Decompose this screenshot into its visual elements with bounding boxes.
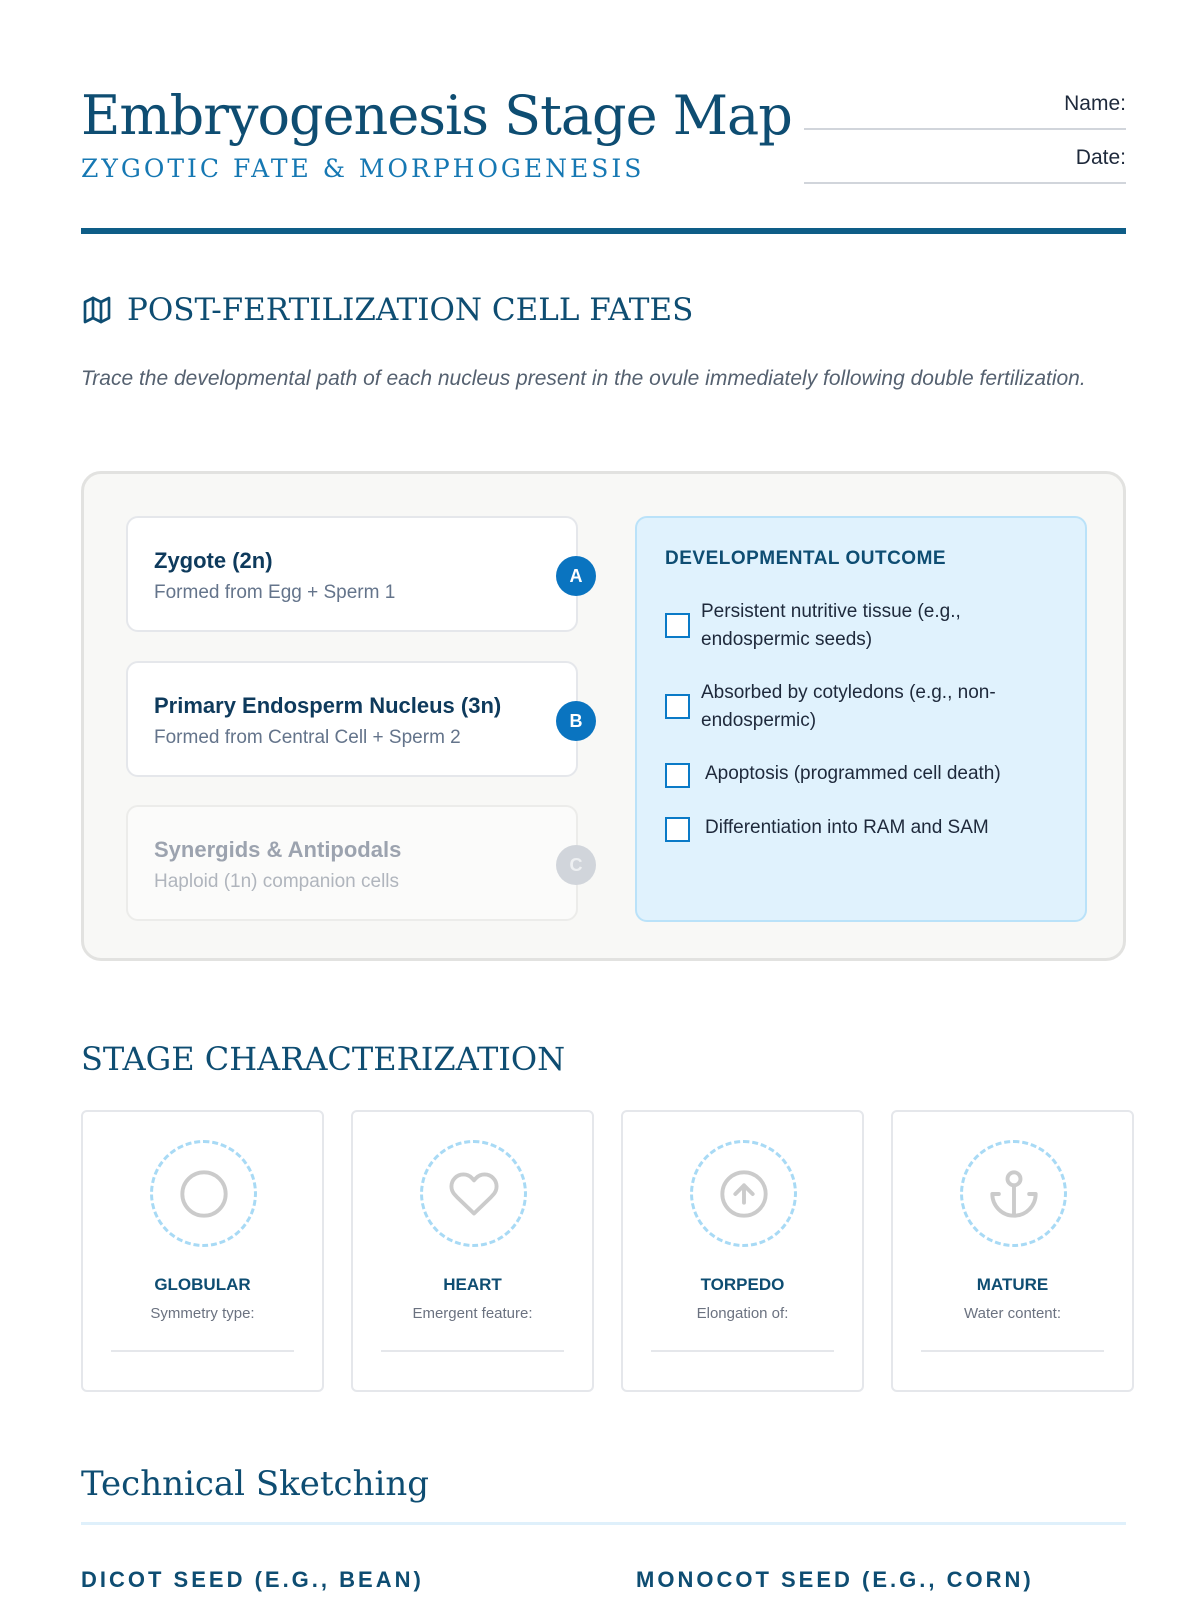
fate-card-title: Zygote (2n) <box>154 548 273 573</box>
outcome-option-label: Absorbed by cotyledons (e.g., non-endospermic) <box>701 682 996 731</box>
stage-name: MATURE <box>976 1275 1049 1294</box>
stage-prompt: Water content: <box>964 1305 1061 1322</box>
date-label: Date: <box>1075 146 1126 169</box>
stage-card-globular <box>81 1110 324 1392</box>
answer-line[interactable] <box>651 1350 834 1352</box>
section-title-text: POST-FERTILIZATION CELL FATES <box>127 292 694 328</box>
outcome-option-label: Apoptosis (programmed cell death) <box>705 763 1001 784</box>
answer-line[interactable] <box>921 1350 1104 1352</box>
fate-card-subtitle: Haploid (1n) companion cells <box>154 871 400 892</box>
arrow-up-circle-icon <box>718 1168 770 1220</box>
page-subtitle: ZYGOTIC FATE & MORPHOGENESIS <box>81 154 645 183</box>
anchor-icon <box>988 1168 1040 1220</box>
cell-fates-panel <box>81 471 1126 961</box>
outcome-checkbox[interactable] <box>665 694 690 719</box>
answer-line[interactable] <box>111 1350 294 1352</box>
stage-prompt: Elongation of: <box>696 1305 789 1322</box>
outcome-checkbox[interactable] <box>665 613 690 638</box>
fate-card-subtitle: Formed from Central Cell + Sperm 2 <box>154 727 461 748</box>
stage-name: TORPEDO <box>700 1275 785 1294</box>
fate-card-zygote[interactable] <box>126 516 583 632</box>
stage-name: GLOBULAR <box>154 1275 251 1294</box>
section-title-stages: STAGE CHARACTERIZATION <box>81 1040 566 1078</box>
fate-card-subtitle: Formed from Egg + Sperm 1 <box>154 582 396 603</box>
worksheet-header <box>81 80 1126 235</box>
fate-card-synergids[interactable] <box>126 805 583 921</box>
icon-ring <box>690 1140 797 1247</box>
stage-card-heart <box>351 1110 594 1392</box>
stage-prompt: Symmetry type: <box>150 1305 255 1322</box>
stage-prompt: Emergent feature: <box>412 1305 533 1322</box>
page-title: Embryogenesis Stage Map <box>81 84 792 147</box>
connector-badge-b[interactable]: B <box>556 701 596 741</box>
header-divider <box>81 228 1126 234</box>
stage-card-torpedo <box>621 1110 864 1392</box>
sketch-label-dicot: DICOT SEED (E.G., BEAN) <box>81 1567 424 1592</box>
icon-ring <box>150 1140 257 1247</box>
name-field[interactable] <box>804 80 1126 130</box>
map-icon <box>81 294 113 326</box>
connector-badge-c[interactable]: C <box>556 845 596 885</box>
sketch-divider <box>81 1522 1126 1525</box>
outcome-option-label: Persistent nutritive tissue (e.g., endospermic seeds) <box>701 601 961 650</box>
connector-badge-a[interactable]: A <box>556 556 596 596</box>
name-label: Name: <box>1064 92 1126 115</box>
outcome-title: DEVELOPMENTAL OUTCOME <box>665 548 947 569</box>
date-field[interactable] <box>804 134 1126 184</box>
sketch-label-monocot: MONOCOT SEED (E.G., CORN) <box>636 1567 1034 1592</box>
section-title-cell-fates <box>81 292 693 328</box>
developmental-outcome-box <box>635 516 1087 922</box>
instructions-text: Trace the developmental path of each nucleus present in the ovule immediately following double fertilization. <box>81 367 1086 390</box>
circle-icon <box>178 1168 230 1220</box>
outcome-checkbox[interactable] <box>665 763 690 788</box>
section-title-sketching: Technical Sketching <box>81 1464 430 1504</box>
icon-ring <box>420 1140 527 1247</box>
outcome-option-label: Differentiation into RAM and SAM <box>705 817 989 838</box>
heart-icon <box>448 1168 500 1220</box>
fate-card-title: Primary Endosperm Nucleus (3n) <box>154 693 502 718</box>
fate-card-title: Synergids & Antipodals <box>154 837 402 862</box>
stage-name: HEART <box>443 1275 502 1294</box>
icon-ring <box>960 1140 1067 1247</box>
stage-card-mature <box>891 1110 1134 1392</box>
outcome-checkbox[interactable] <box>665 817 690 842</box>
fate-card-endosperm[interactable] <box>126 661 583 777</box>
answer-line[interactable] <box>381 1350 564 1352</box>
